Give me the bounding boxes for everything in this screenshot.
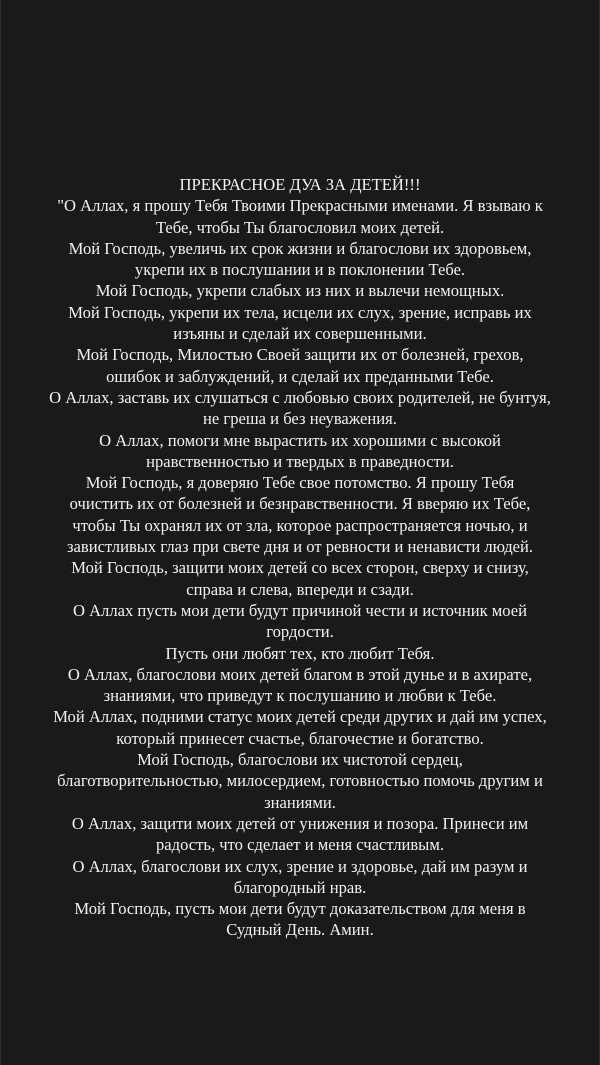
story-text-line: "О Аллах, я прошу Тебя Твоими Прекрасными именами. Я взываю к [57, 196, 543, 216]
story-text-line: О Аллах, защити моих детей от унижения и позора. Принеси им [71, 813, 529, 833]
story-text-line: О Аллах, благослови моих детей благом в этой дунье и в ахирате, [67, 664, 533, 684]
story-text-line: Мой Господь, укрепи слабых из них и вылечи немощных. [95, 281, 505, 301]
story-text-line: ошибок и заблуждений, и сделай их преданными Тебе. [106, 366, 494, 386]
story-text-line: Мой Господь, Милостью Своей защити их от болезней, грехов, [76, 345, 524, 365]
story-text-line: справа и слева, впереди и сзади. [186, 579, 414, 599]
story-text-block [9, 174, 591, 941]
story-text-line: чтобы Ты охранял их от зла, которое распространяется ночью, и [72, 515, 528, 535]
story-text-line: не греша и без неуважения. [203, 409, 397, 429]
story-text-line: Пусть они любят тех, кто любит Тебя. [165, 643, 435, 663]
story-text-line: знаниями. [264, 792, 336, 812]
story-text-line: Мой Господь, пусть мои дети будут доказательством для меня в [74, 899, 526, 919]
story-text-line: О Аллах, помоги мне вырастить их хорошими с высокой [99, 430, 501, 450]
story-text-line: Мой Господь, я доверяю Тебе свое потомство. Я прошу Тебя [85, 473, 515, 493]
story-text-line: Мой Господь, благослови их чистотой сердец, [137, 750, 463, 770]
story-title: ПРЕКРАСНОЕ ДУА ЗА ДЕТЕЙ!!! [179, 175, 421, 194]
story-text-line: благотворительностью, милосердием, готовностью помочь другим и [57, 771, 543, 791]
story-text-line: Мой Господь, укрепи их тела, исцели их слух, зрение, исправь их [68, 302, 532, 322]
story-text-line: завистливых глаз при свете дня и от ревности и ненависти людей. [66, 537, 534, 557]
story-text-line: Судный День. Амин. [226, 920, 374, 940]
story-text-line: Мой Аллах, подними статус моих детей среди других и дай им успех, [53, 707, 547, 727]
story-text-line: Мой Господь, увеличь их срок жизни и благослови их здоровьем, [68, 238, 532, 258]
story-text-line: очистить их от болезней и безнравственности. Я вверяю их Тебе, [69, 494, 531, 514]
story-text-line: гордости. [266, 622, 334, 642]
story-text-line: изъяны и сделай их совершенными. [173, 324, 427, 344]
story-text-line: О Аллах пусть мои дети будут причиной чести и источник моей [72, 600, 528, 620]
story-text-line: укрепи их в послушании и в поклонении Тебе. [134, 260, 466, 280]
story-text-line: Мой Господь, защити моих детей со всех сторон, сверху и снизу, [71, 558, 529, 578]
story-text-line: О Аллах, заставь их слушаться с любовью своих родителей, не бунтуя, [49, 387, 551, 407]
story-text-line: радость, что сделает и меня счастливым. [155, 835, 444, 855]
story-text-line: благородный нрав. [233, 877, 367, 897]
story-text-line: который принесет счастье, благочестие и богатство. [116, 728, 484, 748]
story-text-line: нравственностью и твердых в праведности. [146, 451, 454, 471]
story-text-line: О Аллах, благослови их слух, зрение и здоровье, дай им разум и [72, 856, 528, 876]
story-text-line: Тебе, чтобы Ты благословил моих детей. [155, 217, 445, 237]
story-text-line: знаниями, что приведут к послушанию и любви к Тебе. [103, 686, 497, 706]
